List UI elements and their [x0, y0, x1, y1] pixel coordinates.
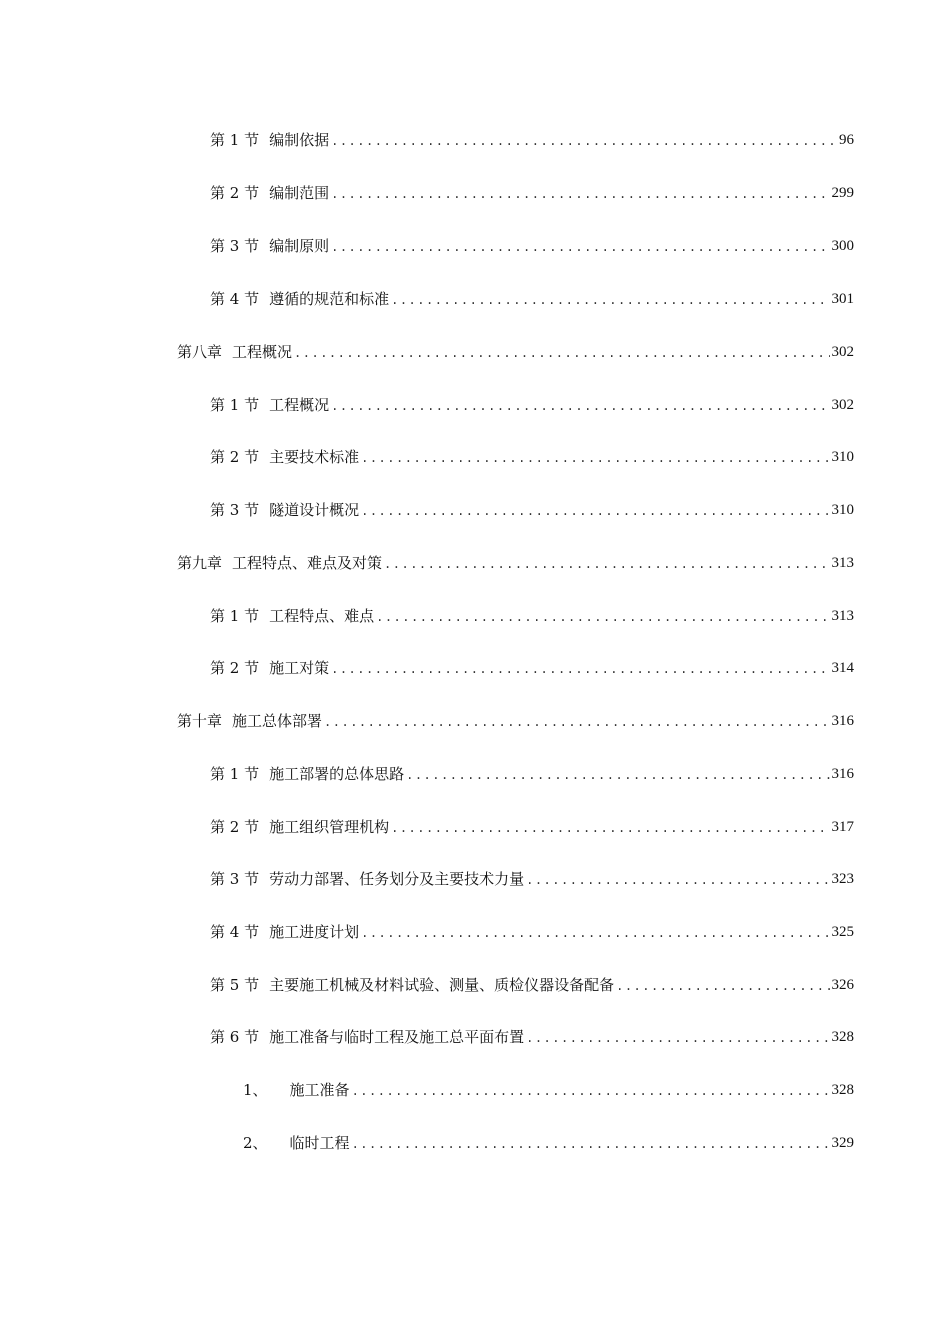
toc-entry-prefix: 2、	[243, 1134, 268, 1152]
toc-entry-label	[210, 447, 359, 467]
dot-leader	[361, 502, 829, 520]
toc-entry[interactable]	[210, 918, 854, 942]
toc-entry-prefix: 第 1 节	[210, 765, 260, 783]
toc-page-number: 310	[831, 449, 854, 465]
toc-entry-label	[210, 764, 404, 784]
toc-page-number: 302	[831, 397, 854, 413]
toc-entry[interactable]	[210, 179, 854, 203]
toc-entry-label	[177, 342, 292, 362]
toc-page-number: 317	[831, 819, 854, 835]
toc-entry-title: 主要施工机械及材料试验、测量、质检仪器设备配备	[269, 976, 615, 994]
toc-entry-title: 施工准备与临时工程及施工总平面布置	[269, 1028, 525, 1046]
toc-entry-title: 编制范围	[269, 184, 330, 202]
toc-page-number: 316	[831, 766, 854, 782]
toc-entry-label	[210, 130, 329, 150]
dot-leader	[352, 1082, 830, 1100]
toc-page-number: 300	[831, 238, 854, 254]
toc-page-number: 299	[831, 185, 854, 201]
dot-leader	[361, 449, 829, 467]
toc-page-number: 328	[831, 1082, 854, 1098]
toc-entry-prefix: 第 5 节	[210, 976, 260, 994]
toc-entry-title: 施工进度计划	[269, 923, 360, 941]
toc-entry-label	[210, 869, 524, 889]
toc-entry-label	[177, 553, 382, 573]
toc-entry-label	[210, 606, 374, 626]
toc-entry[interactable]	[210, 496, 854, 520]
toc-entry[interactable]	[210, 443, 854, 467]
toc-entry-title: 施工组织管理机构	[269, 818, 390, 836]
toc-entry-prefix: 第 3 节	[210, 237, 260, 255]
toc-page-number: 314	[831, 660, 854, 676]
toc-entry-title: 隧道设计概况	[269, 501, 360, 519]
toc-entry[interactable]	[210, 285, 854, 309]
toc-entry-title: 施工准备	[289, 1081, 350, 1099]
toc-entry-label	[210, 500, 359, 520]
toc-chapter-entry[interactable]	[177, 338, 854, 362]
toc-entry[interactable]	[210, 654, 854, 678]
toc-page-number: 316	[831, 713, 854, 729]
toc-entry-prefix: 第 3 节	[210, 501, 260, 519]
toc-entry-prefix: 第 2 节	[210, 184, 260, 202]
toc-entry-prefix: 第 1 节	[210, 131, 260, 149]
toc-page-number: 313	[831, 608, 854, 624]
dot-leader	[526, 871, 829, 889]
toc-chapter-entry[interactable]	[177, 549, 854, 573]
toc-chapter-entry[interactable]	[177, 707, 854, 731]
dot-leader	[616, 977, 829, 995]
toc-entry[interactable]	[210, 391, 854, 415]
toc-entry-label	[210, 658, 329, 678]
toc-entry-label	[210, 1027, 524, 1047]
toc-entry[interactable]	[210, 126, 854, 150]
toc-entry-title: 主要技术标准	[269, 448, 360, 466]
toc-entry-label	[210, 183, 329, 203]
toc-subitem-entry[interactable]	[243, 1129, 854, 1153]
toc-entry-prefix: 第 4 节	[210, 923, 260, 941]
toc-entry-prefix: 第 1 节	[210, 607, 260, 625]
toc-entry[interactable]	[210, 813, 854, 837]
toc-entry-label	[177, 711, 322, 731]
dot-leader	[331, 185, 829, 203]
toc-entry-label	[210, 817, 389, 837]
dot-leader	[391, 291, 829, 309]
toc-entry-title: 施工对策	[269, 659, 330, 677]
toc-entry-label	[210, 975, 614, 995]
toc-page-number: 301	[831, 291, 854, 307]
dot-leader	[406, 766, 829, 784]
toc-entry-prefix: 第 2 节	[210, 818, 260, 836]
toc-page-number: 302	[831, 344, 854, 360]
toc-entry-title: 劳动力部署、任务划分及主要技术力量	[269, 870, 525, 888]
dot-leader	[352, 1135, 830, 1153]
toc-page-number: 323	[831, 871, 854, 887]
toc-entry-label	[243, 1080, 350, 1100]
toc-entry[interactable]	[210, 971, 854, 995]
toc-entry-prefix: 第八章	[177, 343, 223, 361]
toc-subitem-entry[interactable]	[243, 1076, 854, 1100]
toc-entry-label	[210, 922, 359, 942]
toc-entry-label	[243, 1133, 350, 1153]
toc-entry-prefix: 1、	[243, 1081, 268, 1099]
toc-entry-prefix: 第九章	[177, 554, 223, 572]
toc-entry[interactable]	[210, 760, 854, 784]
toc-entry-title: 工程特点、难点及对策	[232, 554, 383, 572]
toc-entry-title: 工程概况	[232, 343, 293, 361]
dot-leader	[294, 344, 829, 362]
dot-leader	[526, 1029, 829, 1047]
toc-entry-title: 遵循的规范和标准	[269, 290, 390, 308]
dot-leader	[331, 238, 829, 256]
toc-entry-title: 施工部署的总体思路	[269, 765, 405, 783]
toc-page-number: 329	[831, 1135, 854, 1151]
toc-entry-label	[210, 289, 389, 309]
toc-page-number: 328	[831, 1029, 854, 1045]
toc-entry-title: 编制依据	[269, 131, 330, 149]
dot-leader	[361, 924, 829, 942]
toc-entry-prefix: 第 1 节	[210, 396, 260, 414]
toc-entry[interactable]	[210, 1023, 854, 1047]
toc-entry-prefix: 第十章	[177, 712, 223, 730]
toc-entry-title: 工程概况	[269, 396, 330, 414]
dot-leader	[391, 819, 829, 837]
toc-entry-prefix: 第 2 节	[210, 448, 260, 466]
toc-entry-prefix: 第 6 节	[210, 1028, 260, 1046]
toc-entry-title: 编制原则	[269, 237, 330, 255]
toc-entry[interactable]	[210, 865, 854, 889]
toc-entry-prefix: 第 3 节	[210, 870, 260, 888]
toc-entry-prefix: 第 2 节	[210, 659, 260, 677]
toc-entry[interactable]	[210, 602, 854, 626]
toc-page-number: 310	[831, 502, 854, 518]
dot-leader	[331, 132, 837, 150]
dot-leader	[376, 608, 829, 626]
toc-page-number: 325	[831, 924, 854, 940]
toc-entry[interactable]	[210, 232, 854, 256]
toc-page-number: 96	[839, 132, 854, 148]
dot-leader	[324, 713, 829, 731]
toc-entry-title: 临时工程	[289, 1134, 350, 1152]
toc-entry-prefix: 第 4 节	[210, 290, 260, 308]
toc-page-number: 326	[831, 977, 854, 993]
toc-entry-title: 施工总体部署	[232, 712, 323, 730]
dot-leader	[384, 555, 829, 573]
toc-entry-title: 工程特点、难点	[269, 607, 375, 625]
toc-entry-label	[210, 236, 329, 256]
toc-page-number: 313	[831, 555, 854, 571]
dot-leader	[331, 660, 829, 678]
dot-leader	[331, 397, 829, 415]
toc-entry-label	[210, 395, 329, 415]
